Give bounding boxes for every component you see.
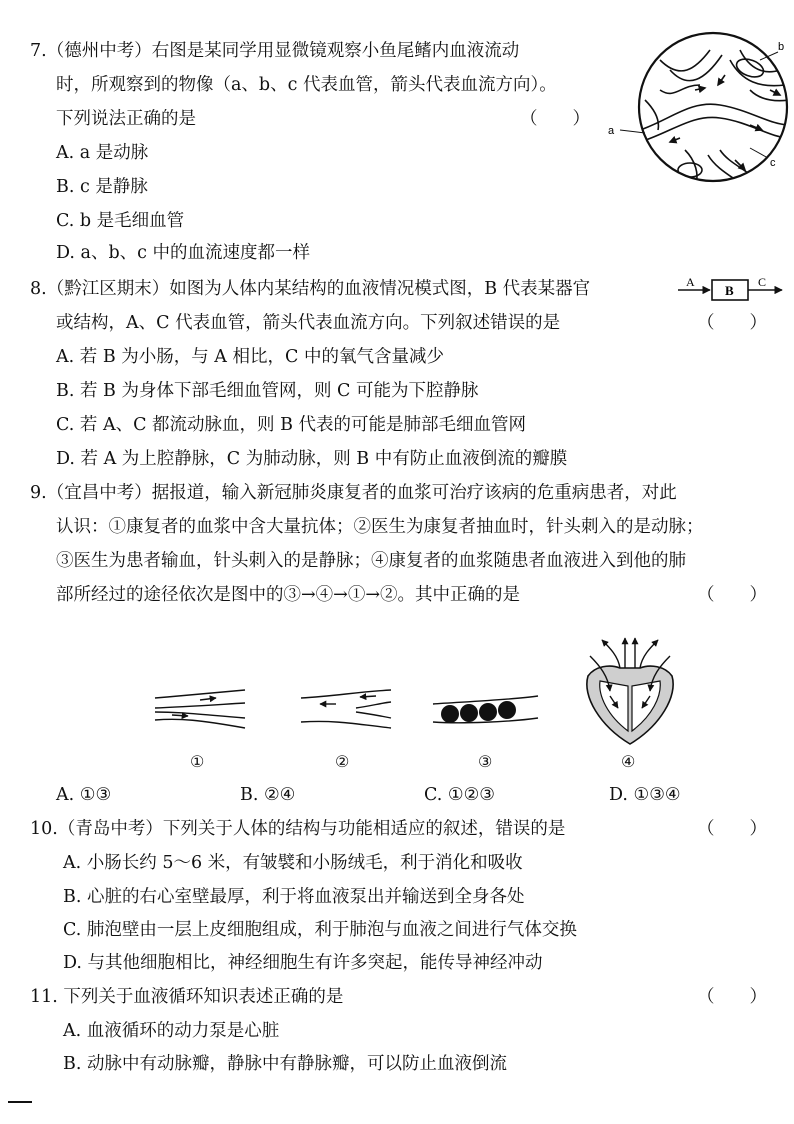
q9-option-d: D. ①③④ bbox=[609, 785, 681, 805]
q9-figure-1-vessel bbox=[150, 688, 250, 732]
q8-fig-label-c: C bbox=[758, 275, 767, 289]
q7-option-c: C. b 是毛细血管 bbox=[56, 211, 185, 231]
q9-figure-2-vessel bbox=[296, 688, 396, 732]
q7-label-b: b bbox=[778, 41, 785, 53]
q7-answer-paren: （ ） bbox=[520, 109, 590, 129]
q8-stem-line1: 8.（黔江区期末）如图为人体内某结构的血液情况模式图，B 代表某器官 bbox=[30, 279, 591, 299]
q7-option-d: D. a、b、c 中的血流速度都一样 bbox=[56, 243, 311, 263]
q9-stem-line4: 部所经过的途径依次是图中的③→④→①→②。其中正确的是 bbox=[56, 585, 520, 605]
q8-option-d: D. 若 A 为上腔静脉，C 为肺动脉，则 B 中有防止血液倒流的瓣膜 bbox=[56, 449, 568, 469]
q10-option-c: C. 肺泡壁由一层上皮细胞组成，利于肺泡与血液之间进行气体交换 bbox=[63, 920, 577, 940]
q10-option-a: A. 小肠长约 5～6 米，有皱襞和小肠绒毛，利于消化和吸收 bbox=[63, 853, 523, 873]
q9-figure-4-number: ④ bbox=[621, 752, 636, 771]
q8-fig-label-b: B bbox=[725, 283, 734, 298]
q9-stem-line3: ③医生为患者输血，针头刺入的是静脉；④康复者的血浆随患者血液进入到他的肺 bbox=[56, 551, 686, 571]
q11-stem-line1: 11. 下列关于血液循环知识表述正确的是 bbox=[30, 987, 344, 1007]
page-footer-rule bbox=[8, 1101, 32, 1103]
q7-label-c: c bbox=[770, 157, 776, 169]
q7-stem-line1: 7.（德州中考）右图是某同学用显微镜观察小鱼尾鳍内血液流动 bbox=[30, 41, 520, 61]
q8-fig-label-a: A bbox=[686, 275, 695, 289]
q8-answer-paren: （ ） bbox=[697, 313, 767, 333]
q8-option-c: C. 若 A、C 都流动脉血，则 B 代表的可能是肺部毛细血管网 bbox=[56, 415, 527, 435]
q7-microscope-figure bbox=[600, 30, 790, 190]
q7-stem-line2: 时，所观察到的物像（a、b、c 代表血管，箭头代表血流方向）。 bbox=[56, 75, 557, 95]
q9-option-c: C. ①②③ bbox=[424, 785, 495, 805]
q8-option-b: B. 若 B 为身体下部毛细血管网，则 C 可能为下腔静脉 bbox=[56, 381, 479, 401]
q10-option-b: B. 心脏的右心室壁最厚，利于将血液泵出并输送到全身各处 bbox=[63, 887, 525, 907]
q11-answer-paren: （ ） bbox=[697, 987, 767, 1007]
q8-stem-line2: 或结构，A、C 代表血管，箭头代表血流方向。下列叙述错误的是 bbox=[56, 313, 561, 333]
q10-stem-line1: 10.（青岛中考）下列关于人体的结构与功能相适应的叙述，错误的是 bbox=[30, 819, 566, 839]
q10-option-d: D. 与其他细胞相比，神经细胞生有许多突起，能传导神经冲动 bbox=[63, 953, 543, 973]
q9-answer-paren: （ ） bbox=[697, 585, 767, 605]
q9-figure-3-capillary bbox=[430, 690, 540, 730]
q9-figure-4-heart bbox=[580, 636, 680, 746]
q7-option-a: A. a 是动脉 bbox=[56, 143, 149, 163]
q8-option-a: A. 若 B 为小肠，与 A 相比，C 中的氧气含量减少 bbox=[56, 347, 444, 367]
q10-answer-paren: （ ） bbox=[697, 819, 767, 839]
q7-stem-line3: 下列说法正确的是 bbox=[56, 109, 196, 129]
q9-figure-3-number: ③ bbox=[478, 752, 493, 771]
q8-flow-figure bbox=[676, 272, 786, 306]
q9-figure-2-number: ② bbox=[335, 752, 350, 771]
q9-stem-line1: 9.（宜昌中考）据报道，输入新冠肺炎康复者的血浆可治疗该病的危重病患者，对此 bbox=[30, 483, 677, 503]
q11-option-a: A. 血液循环的动力泵是心脏 bbox=[63, 1021, 280, 1041]
q7-option-b: B. c 是静脉 bbox=[56, 177, 148, 197]
q7-label-a: a bbox=[608, 125, 615, 137]
q9-stem-line2: 认识：①康复者的血浆中含大量抗体；②医生为康复者抽血时，针头刺入的是动脉； bbox=[56, 517, 704, 537]
q9-figure-1-number: ① bbox=[190, 752, 205, 771]
q9-option-b: B. ②④ bbox=[240, 785, 296, 805]
q11-option-b: B. 动脉中有动脉瓣，静脉中有静脉瓣，可以防止血液倒流 bbox=[63, 1054, 507, 1074]
q9-option-a: A. ①③ bbox=[56, 785, 112, 805]
